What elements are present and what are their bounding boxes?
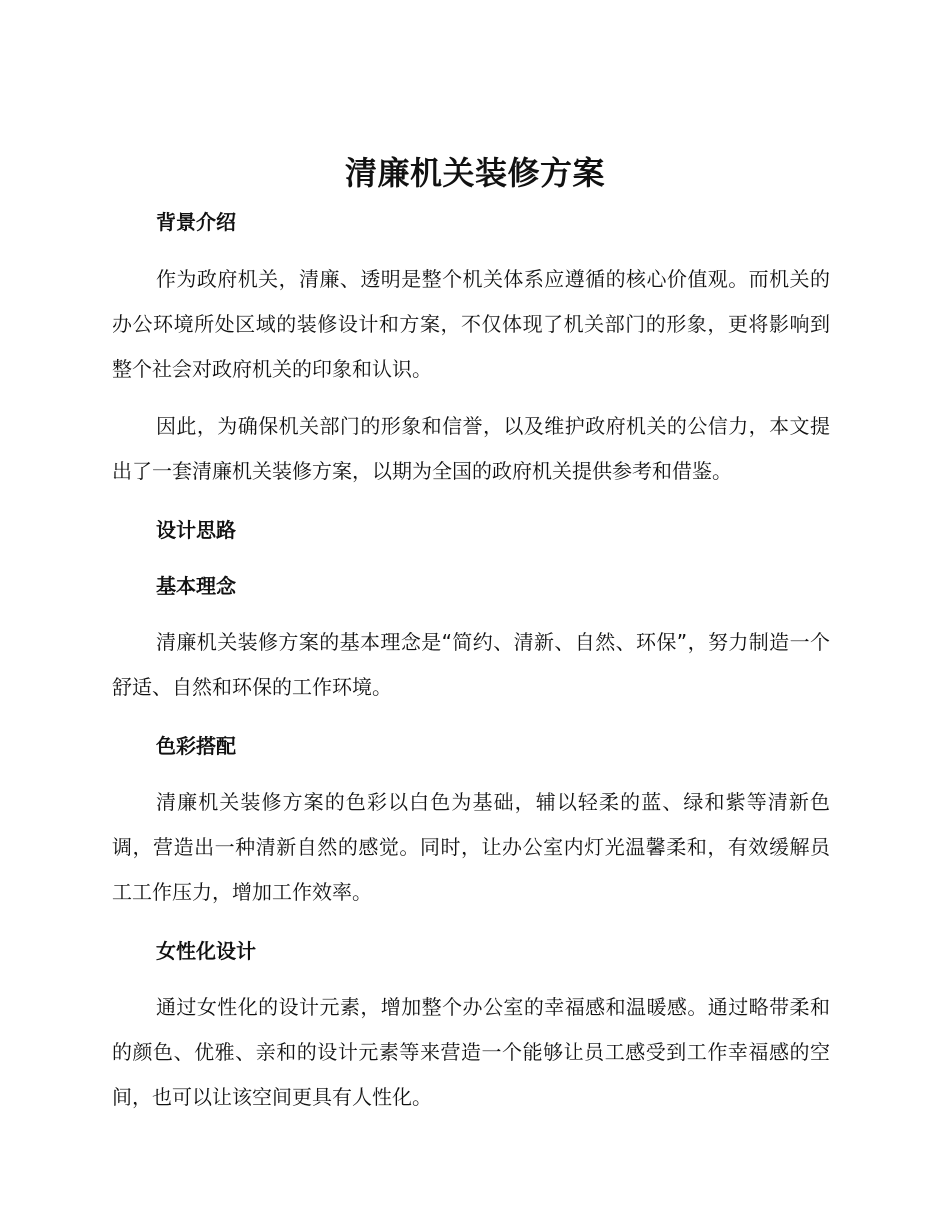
heading-feminine-design: 女性化设计 (156, 939, 256, 963)
paragraph-background-1: 作为政府机关，清廉、透明是整个机关体系应遵循的核心价值观。而机关的办公环境所处区域的装修设计和方案，不仅体现了机关部门的形象，更将影响到整个社会对政府机关的印象和认识。 (112, 267, 830, 381)
heading-background: 背景介绍 (156, 210, 236, 234)
paragraph-basic-concept: 清廉机关装修方案的基本理念是“简约、清新、自然、环保”，努力制造一个舒适、自然和环保的工作环境。 (112, 630, 830, 699)
paragraph-feminine-design: 通过女性化的设计元素，增加整个办公室的幸福感和温暖感。通过略带柔和的颜色、优雅、亲和的设计元素等来营造一个能够让员工感受到工作幸福感的空间，也可以让该空间更具有人性化。 (112, 995, 830, 1109)
heading-design-approach: 设计思路 (156, 518, 236, 542)
document-title: 清廉机关装修方案 (344, 154, 605, 192)
paragraph-color-scheme: 清廉机关装修方案的色彩以白色为基础，辅以轻柔的蓝、绿和紫等清新色调，营造出一种清新自然的感觉。同时，让办公室内灯光温馨柔和，有效缓解员工工作压力，增加工作效率。 (112, 790, 830, 904)
heading-basic-concept: 基本理念 (156, 574, 236, 598)
heading-color-scheme: 色彩搭配 (156, 734, 236, 758)
paragraph-background-2: 因此，为确保机关部门的形象和信誉，以及维护政府机关的公信力，本文提出了一套清廉机关装修方案，以期为全国的政府机关提供参考和借鉴。 (112, 414, 830, 483)
